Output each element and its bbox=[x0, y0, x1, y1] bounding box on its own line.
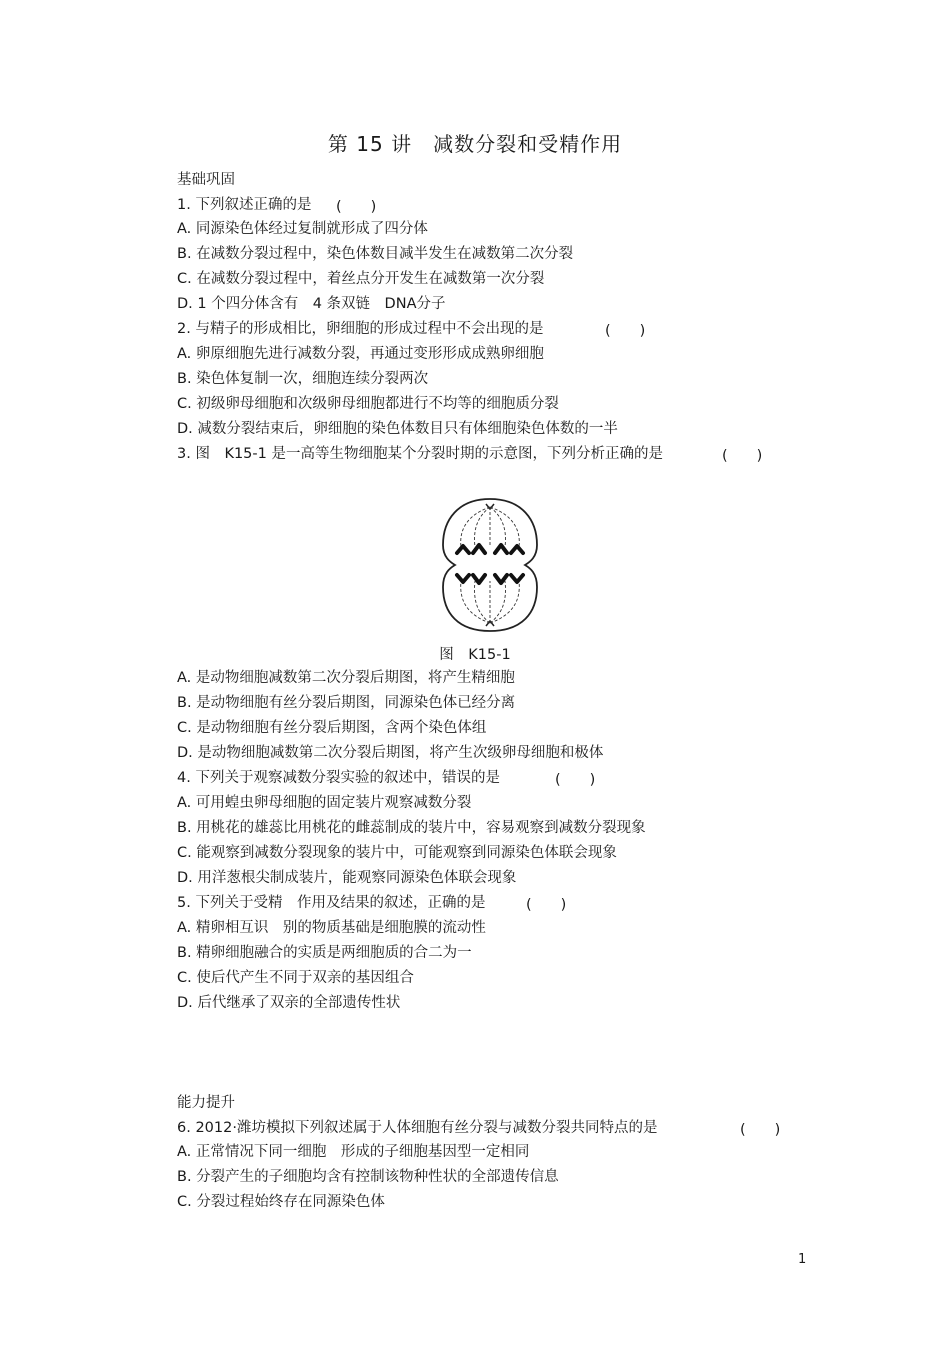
question-1-option-d: D. 1 个四分体含有 4 条双链 DNA分子 bbox=[177, 296, 446, 312]
question-6-stem: 6. 2012·潍坊模拟下列叙述属于人体细胞有丝分裂与减数分裂共同特点的是 bbox=[177, 1120, 658, 1136]
answer-blank: ( ) bbox=[526, 897, 567, 913]
question-2-option-a: A. 卵原细胞先进行减数分裂，再通过变形形成成熟卵细胞 bbox=[177, 346, 544, 362]
question-5-option-c: C. 使后代产生不同于双亲的基因组合 bbox=[177, 970, 414, 986]
question-2-option-c: C. 初级卵母细胞和次级卵母细胞都进行不均等的细胞质分裂 bbox=[177, 396, 559, 412]
question-3-option-c: C. 是动物细胞有丝分裂后期图，含两个染色体组 bbox=[177, 720, 487, 736]
question-5-option-d: D. 后代继承了双亲的全部遗传性状 bbox=[177, 995, 401, 1011]
question-5-option-a: A. 精卵相互识 别的物质基础是细胞膜的流动性 bbox=[177, 920, 486, 936]
question-4-stem: 4. 下列关于观察减数分裂实验的叙述中，错误的是 bbox=[177, 770, 500, 786]
question-2-option-d: D. 减数分裂结束后，卵细胞的染色体数目只有体细胞染色体数的一半 bbox=[177, 421, 618, 437]
page-number: 1 bbox=[798, 1252, 807, 1267]
question-3-stem: 3. 图 K15-1 是一高等生物细胞某个分裂时期的示意图，下列分析正确的是 bbox=[177, 446, 663, 462]
answer-blank: ( ) bbox=[555, 772, 596, 788]
figure-caption: 图 K15-1 bbox=[439, 647, 511, 663]
question-1-option-b: B. 在减数分裂过程中，染色体数目减半发生在减数第二次分裂 bbox=[177, 246, 574, 262]
page-title: 第 15 讲 减数分裂和受精作用 bbox=[327, 132, 623, 156]
question-2-option-b: B. 染色体复制一次，细胞连续分裂两次 bbox=[177, 371, 429, 387]
answer-blank: ( ) bbox=[740, 1122, 781, 1138]
question-5-stem: 5. 下列关于受精 作用及结果的叙述，正确的是 bbox=[177, 895, 486, 911]
question-4-option-c: C. 能观察到减数分裂现象的装片中，可能观察到同源染色体联会现象 bbox=[177, 845, 617, 861]
question-3-option-a: A. 是动物细胞减数第二次分裂后期图，将产生精细胞 bbox=[177, 670, 515, 686]
answer-blank: ( ) bbox=[605, 323, 646, 339]
question-4-option-b: B. 用桃花的雄蕊比用桃花的雌蕊制成的装片中，容易观察到减数分裂现象 bbox=[177, 820, 646, 836]
question-3-option-b: B. 是动物细胞有丝分裂后期图，同源染色体已经分离 bbox=[177, 695, 516, 711]
section-heading-basic: 基础巩固 bbox=[177, 172, 235, 188]
section-heading-ability: 能力提升 bbox=[177, 1095, 235, 1111]
question-5-option-b: B. 精卵细胞融合的实质是两细胞质的合二为一 bbox=[177, 945, 472, 961]
question-6-option-a: A. 正常情况下同一细胞 形成的子细胞基因型一定相同 bbox=[177, 1144, 530, 1160]
question-1-option-a: A. 同源染色体经过复制就形成了四分体 bbox=[177, 221, 428, 237]
question-1-stem: 1. 下列叙述正确的是 bbox=[177, 197, 312, 213]
question-4-option-d: D. 用洋葱根尖制成装片，能观察同源染色体联会现象 bbox=[177, 870, 517, 886]
answer-blank: ( ) bbox=[722, 448, 763, 464]
question-3-option-d: D. 是动物细胞减数第二次分裂后期图，将产生次级卵母细胞和极体 bbox=[177, 745, 604, 761]
answer-blank: ( ) bbox=[336, 199, 377, 215]
question-4-option-a: A. 可用蝗虫卵母细胞的固定装片观察减数分裂 bbox=[177, 795, 472, 811]
question-2-stem: 2. 与精子的形成相比，卵细胞的形成过程中不会出现的是 bbox=[177, 321, 544, 337]
question-1-option-c: C. 在减数分裂过程中，着丝点分开发生在减数第一次分裂 bbox=[177, 271, 545, 287]
question-6-option-c: C. 分裂过程始终存在同源染色体 bbox=[177, 1194, 385, 1210]
cell-division-figure bbox=[437, 495, 543, 635]
question-6-option-b: B. 分裂产生的子细胞均含有控制该物种性状的全部遗传信息 bbox=[177, 1169, 559, 1185]
